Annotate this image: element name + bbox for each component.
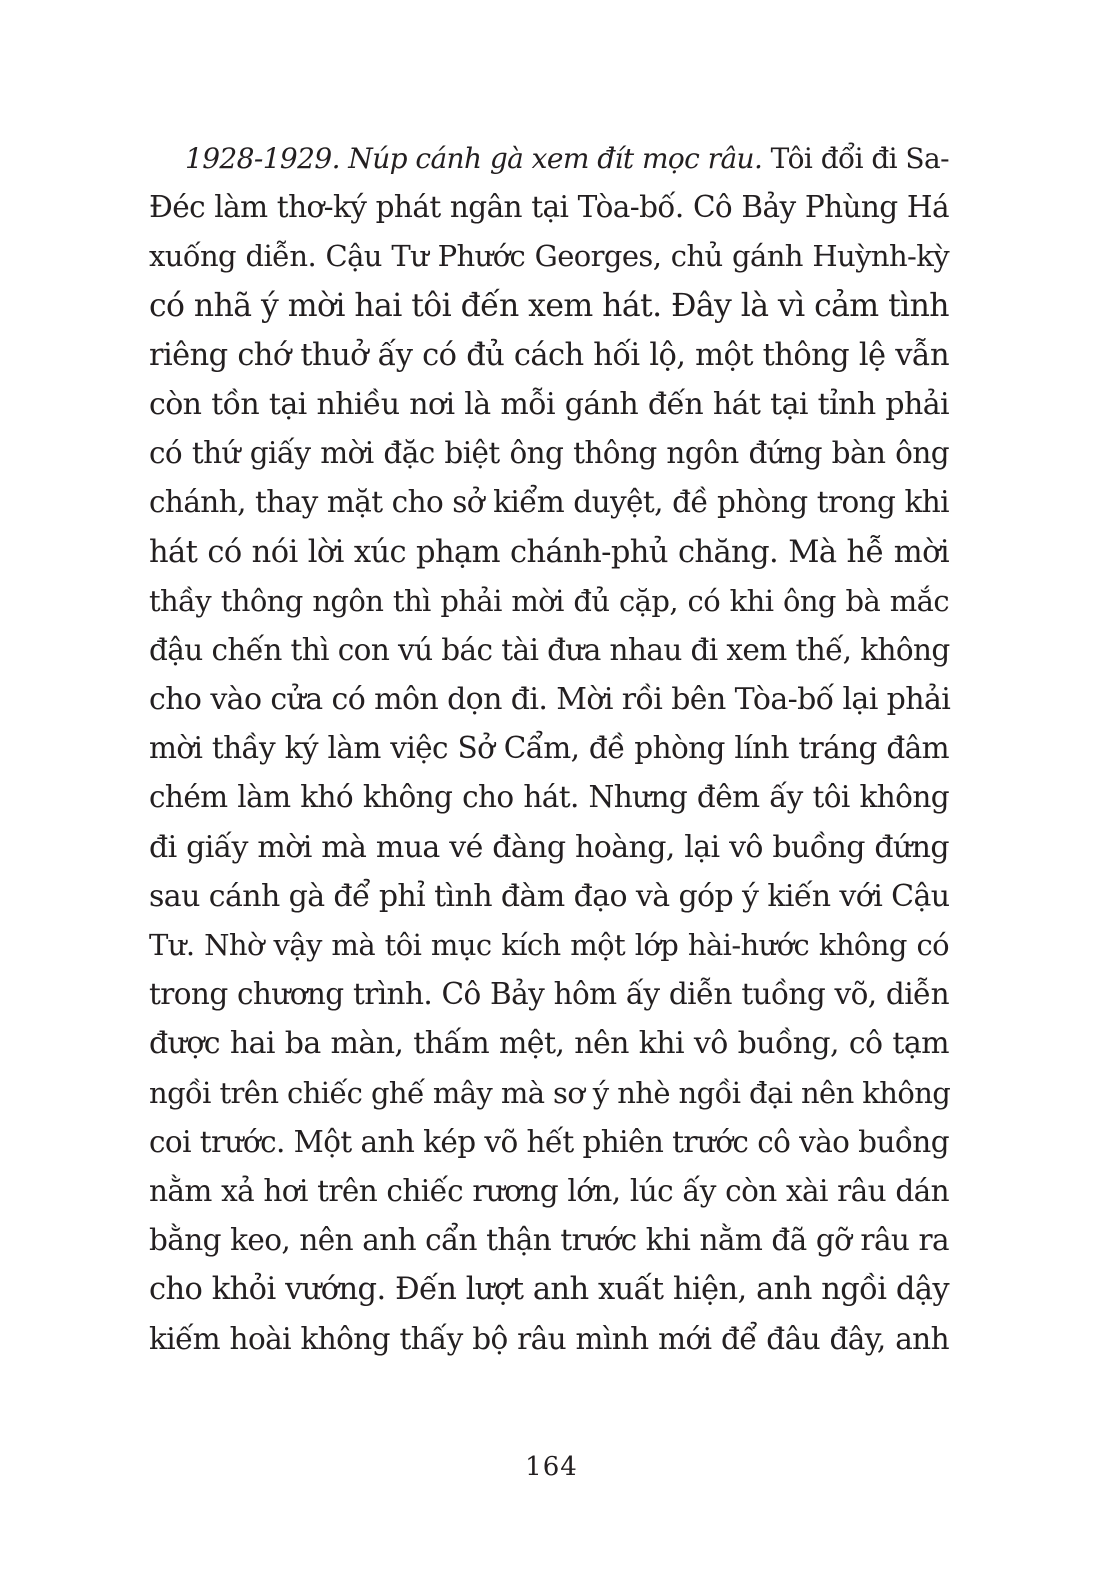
paragraph-line: cho khỏi vướng. Đến lượt anh xuất hiện, anh ngồi dậy [149,1272,949,1308]
paragraph-line: Đéc làm thơ-ký phát ngân tại Tòa-bố. Cô Bảy Phùng Há [149,190,949,225]
paragraph-line: nằm xả hơi trên chiếc rương lớn, lúc ấy còn xài râu dán [149,1173,949,1208]
paragraph-line: đậu chến thì con vú bác tài đưa nhau đi xem thế, không [149,632,950,667]
paragraph-line: được hai ba màn, thấm mệt, nên khi vô buồng, cô tạm [149,1026,949,1062]
paragraph-line: mời thầy ký làm việc Sở Cẩm, đề phòng lính tráng đâm [149,731,949,766]
paragraph-line: xuống diễn. Cậu Tư Phước Georges, chủ gánh Huỳnh-kỳ [149,239,949,274]
paragraph-line: riêng chớ thuở ấy có đủ cách hối lộ, một thông lệ vẫn [149,337,949,373]
paragraph-line: coi trước. Một anh kép võ hết phiên trước cô vào buồng [149,1124,949,1159]
paragraph-line: kiếm hoài không thấy bộ râu mình mới để đâu đây, anh [149,1321,949,1356]
paragraph-line: có nhã ý mời hai tôi đến xem hát. Đây là vì cảm tình [149,287,949,324]
paragraph-line: thầy thông ngôn thì phải mời đủ cặp, có khi ông bà mắc [149,583,949,618]
paragraph-line: Tư. Nhờ vậy mà tôi mục kích một lớp hài-hước không có [149,928,949,962]
paragraph-line: chém làm khó không cho hát. Nhưng đêm ấy tôi không [149,780,949,815]
paragraph-line: ngồi trên chiếc ghế mây mà sơ ý nhè ngồi đại nên không [149,1075,951,1110]
paragraph-line: bằng keo, nên anh cẩn thận trước khi nằm đã gỡ râu ra [149,1223,949,1258]
paragraph-line: sau cánh gà để phỉ tình đàm đạo và góp ý kiến với Cậu [149,878,950,914]
paragraph-line: trong chương trình. Cô Bảy hôm ấy diễn tuồng võ, diễn [149,977,949,1012]
paragraph-line: hát có nói lời xúc phạm chánh-phủ chăng. Mà hễ mời [149,534,949,570]
paragraph-line: còn tồn tại nhiều nơi là mỗi gánh đến hát tại tỉnh phải [149,386,949,422]
body-paragraph [149,134,949,1364]
paragraph-line: chánh, thay mặt cho sở kiểm duyệt, đề phòng trong khi [149,485,949,520]
paragraph-line: đi giấy mời mà mua vé đàng hoàng, lại vô buồng đứng [149,829,949,865]
paragraph-line: cho vào cửa có môn dọn đi. Mời rồi bên Tòa-bố lại phải [149,682,951,718]
first-line-rest: Tôi đổi đi Sa- [762,142,949,175]
page-number: 164 [525,1452,578,1482]
paragraph-line-1 [149,134,949,183]
paragraph-line: có thứ giấy mời đặc biệt ông thông ngôn đứng bàn ông [149,436,949,471]
italic-lead: 1928-1929. Núp cánh gà xem đít mọc râu. [185,142,763,175]
